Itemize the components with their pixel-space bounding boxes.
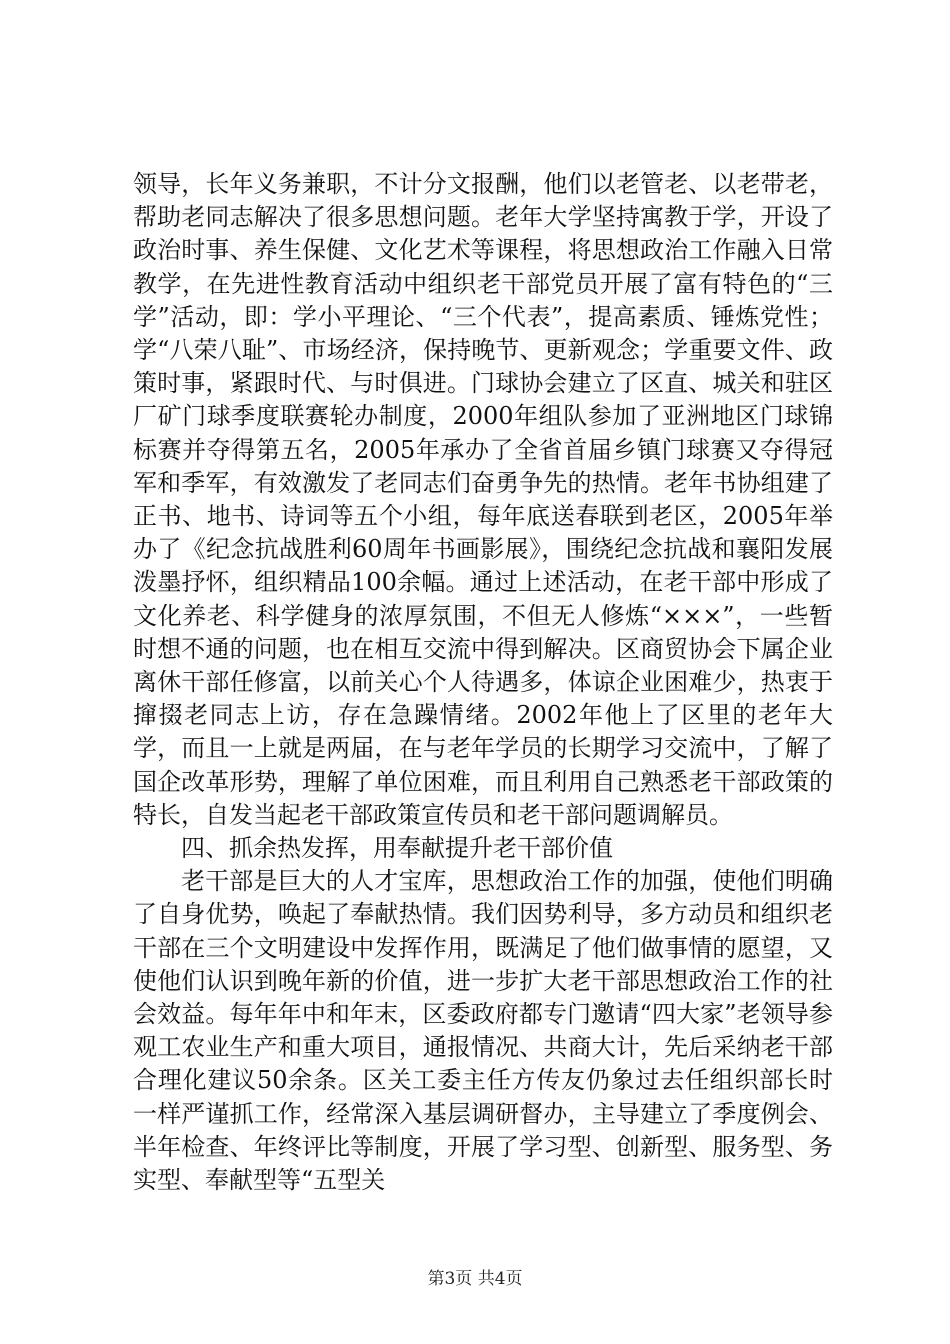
body-paragraph: 老干部是巨大的人才宝库，思想政治工作的加强，使他们明确了自身优势，唤起了奉献热情。我们因势利导，多方动员和组织老干部在三个文明建设中发挥作用，既满足了他们做事情的愿望，又使他们认识到晚年新的价值，进一步扩大老干部思想政治工作的社会效益。每年年中和年末，区委政府都专门邀请“四大家”老领导参观工农业生产和重大项目，通报情况、共商大计，先后采纳老干部合理化建议50余条。区关工委主任方传友仍象过去任组织部长时一样严谨抓工作，经常深入基层调研督办，主导建立了季度例会、半年检查、年终评比等制度，开展了学习型、创新型、服务型、务实型、奉献型等“五型关 (133, 867, 833, 1195)
document-body (133, 168, 833, 1197)
section-heading: 四、抓余热发挥，用奉献提升老干部价值 (181, 834, 613, 863)
body-paragraph: 领导，长年义务兼职，不计分文报酬，他们以老管老、以老带老，帮助老同志解决了很多思想问题。老年大学坚持寓教于学，开设了政治时事、养生保健、文化艺术等课程，将思想政治工作融入日常教学，在先进性教育活动中组织老干部党员开展了富有特色的“三学”活动，即：学小平理论、“三个代表”，提高素质、锤炼党性；学“八荣八耻”、市场经济，保持晚节、更新观念；学重要文件、政策时事，紧跟时代、与时俱进。门球协会建立了区直、城关和驻区厂矿门球季度联赛轮办制度，2000年组队参加了亚洲地区门球锦标赛并夺得第五名，2005年承办了全省首届乡镇门球赛又夺得冠军和季军，有效激发了老同志们奋勇争先的热情。老年书协组建了正书、地书、诗词等五个小组，每年底送春联到老区，2005年举办了《纪念抗战胜利60周年书画影展》，围绕纪念抗战和襄阳发展泼墨抒怀，组织精品100余幅。通过上述活动，在老干部中形成了文化养老、科学健身的浓厚氛围，不但无人修炼“×××”，一些暂时想不通的问题，也在相互交流中得到解决。区商贸协会下属企业离休干部任修富，以前关心个人待遇多，体谅企业困难少，热衷于撺掇老同志上访，存在急躁情绪。2002年他上了区里的老年大学，而且一上就是两届，在与老年学员的长期学习交流中，了解了国企改革形势，理解了单位困难，而且利用自己熟悉老干部政策的特长，自发当起老干部政策宣传员和老干部问题调解员。 (133, 170, 833, 829)
page-number-footer: 第3页 共4页 (427, 1269, 523, 1289)
